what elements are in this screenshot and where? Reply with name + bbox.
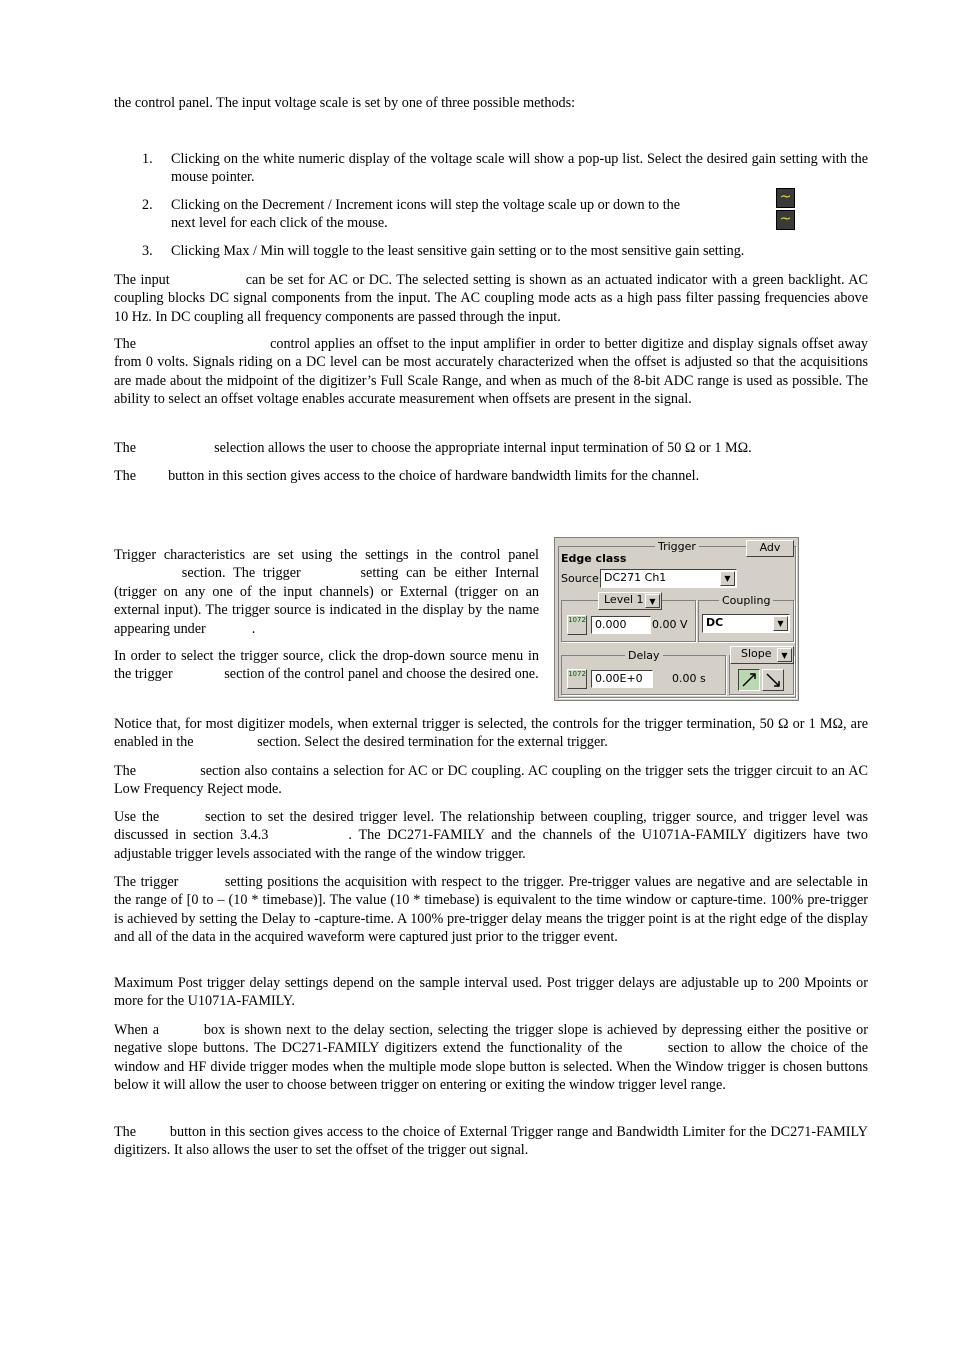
max-delay-paragraph: Maximum Post trigger delay settings depend on the sample interval used. Post trigger delays are adjustable up to 200 Mpoints or more for the U1071A-FAMILY.: [114, 975, 868, 1010]
positive-slope-button[interactable]: [738, 669, 760, 691]
chevron-down-icon: ▼: [777, 648, 792, 662]
list-text: Clicking Max / Min will toggle to the least sensitive gain setting or to the most sensitive gain setting.: [171, 243, 745, 259]
source-value: DC271 Ch1: [604, 571, 667, 584]
notice-paragraph: Notice that, for most digitizer models, when external trigger is selected, the controls for the trigger termination, 50 Ω or 1 MΩ, are enabled in the section. Select the desired termination for the external trigger.: [114, 716, 868, 751]
delay-title: Delay: [625, 650, 663, 662]
level-readout: 0.00 V: [652, 618, 688, 631]
trigger-paragraph-1: Trigger characteristics are set using the settings in the control panel section. The trigger setting can be either Internal (trigger on any one of the input channels) or External (trigger on an external input). The trigger source is indicated in the display by the name appearing under .: [114, 547, 540, 637]
termination-paragraph: The selection allows the user to choose the appropriate internal input termination of 50 Ω or 1 MΩ.: [114, 440, 752, 456]
coupling-value: DC: [706, 616, 724, 629]
trigger-coupling-paragraph: The section also contains a selection for AC or DC coupling. AC coupling on the trigger sets the trigger circuit to an AC Low Frequency Reject mode.: [114, 763, 869, 798]
coupling-paragraph: The input can be set for AC or DC. The selected setting is shown as an actuated indicator with a green backlight. AC coupling blocks DC signal components from the input. The AC coupling mode acts as a high pass filter passing frequencies above 10 Hz. In DC coupling all frequency components are passed through the input.: [114, 272, 868, 325]
slope-label: Slope: [741, 647, 772, 660]
offset-paragraph: The control applies an offset to the input amplifier in order to better digitize and display signals offset away from 0 volts. Signals riding on a DC level can be most accurately characterized when the offset is adjusted so that the acquisitions are made about the midpoint of the digitizer’s Full Scale Range, and when as much of the 8-bit ADC range is used as possible. The ability to select an offset voltage enables accurate measurement when offsets are present in the signal.: [114, 336, 868, 408]
decrement-icon: ~: [776, 210, 795, 230]
coupling-title: Coupling: [719, 595, 773, 607]
intro-paragraph: the control panel. The input voltage scale is set by one of three possible methods:: [114, 95, 576, 111]
delay-input[interactable]: 0.00E+0: [591, 670, 653, 688]
slope-select[interactable]: [730, 646, 794, 664]
coupling-select[interactable]: [702, 614, 790, 633]
adv-button[interactable]: Adv: [746, 540, 794, 557]
trigger-panel: [554, 537, 799, 701]
delay-paragraph: The trigger setting positions the acquisition with respect to the trigger. Pre-trigger values are negative and are selectable in the range of [0 to – (10 * timebase)]. The value (10 * timebase) is equivalent to the time window or capture-time. 100% pre-trigger is achieved by setting the Delay to -capture-time. A 100% pre-trigger delay means the trigger point is at the right edge of the display and all of the data in the acquired waveform were captured just prior to the trigger event.: [114, 874, 868, 946]
numeric-keypad-icon[interactable]: 1072: [567, 669, 587, 689]
edge-class-label: Edge class: [561, 552, 627, 565]
trigger-title: Trigger: [655, 541, 699, 553]
source-label: Source: [561, 572, 599, 585]
button-paragraph: The button in this section gives access to the choice of hardware bandwidth limits for the channel.: [114, 468, 700, 484]
voltage-step-icons: [776, 188, 795, 230]
level-value: Level 1: [604, 593, 644, 606]
chevron-down-icon: ▼: [773, 616, 788, 631]
level-input[interactable]: 0.000: [591, 616, 651, 634]
list-number: 2.: [142, 197, 153, 213]
negative-slope-button[interactable]: [762, 669, 784, 691]
trigger-paragraph-2: In order to select the trigger source, click the drop-down source menu in the trigger section of the control panel and choose the desired one.: [114, 648, 539, 683]
chevron-down-icon: ▼: [645, 594, 660, 608]
adv-paragraph: The button in this section gives access to the choice of External Trigger range and Bandwidth Limiter for the DC271-FAMILY digitizers. It also allows the user to set the offset of the trigger out signal.: [114, 1124, 868, 1159]
level-paragraph: Use the section to set the desired trigger level. The relationship between coupling, trigger source, and trigger level was discussed in section 3.4.3 . The DC271-FAMILY and the channels of the U1071A-FAMILY digitizers have two adjustable trigger levels associated with the range of the window trigger.: [114, 809, 869, 862]
level-select[interactable]: [598, 592, 662, 610]
increment-icon: ~: [776, 188, 795, 208]
source-select[interactable]: [600, 569, 737, 588]
list-text: Clicking on the white numeric display of the voltage scale will show a pop-up list. Select the desired gain setting with the mouse pointer.: [171, 151, 868, 186]
delay-readout: 0.00 s: [672, 672, 706, 685]
list-number: 1.: [142, 151, 153, 167]
slope-paragraph: When a box is shown next to the delay section, selecting the trigger slope is achieved by depressing either the positive or negative slope buttons. The DC271-FAMILY digitizers extend the functionality of the section to allow the choice of the window and HF divide trigger modes when the multiple mode slope button is selected. When the Window trigger is chosen buttons below it will allow the user to choose between trigger on entering or exiting the window trigger level range.: [114, 1022, 869, 1094]
list-text: Clicking on the Decrement / Increment icons will step the voltage scale up or down to the next level for each click of the mouse.: [171, 197, 681, 232]
numeric-keypad-icon[interactable]: 1072: [567, 615, 587, 635]
positive-slope-icon: [739, 670, 759, 690]
chevron-down-icon: ▼: [720, 571, 735, 586]
list-number: 3.: [142, 243, 153, 259]
negative-slope-icon: [763, 670, 783, 690]
